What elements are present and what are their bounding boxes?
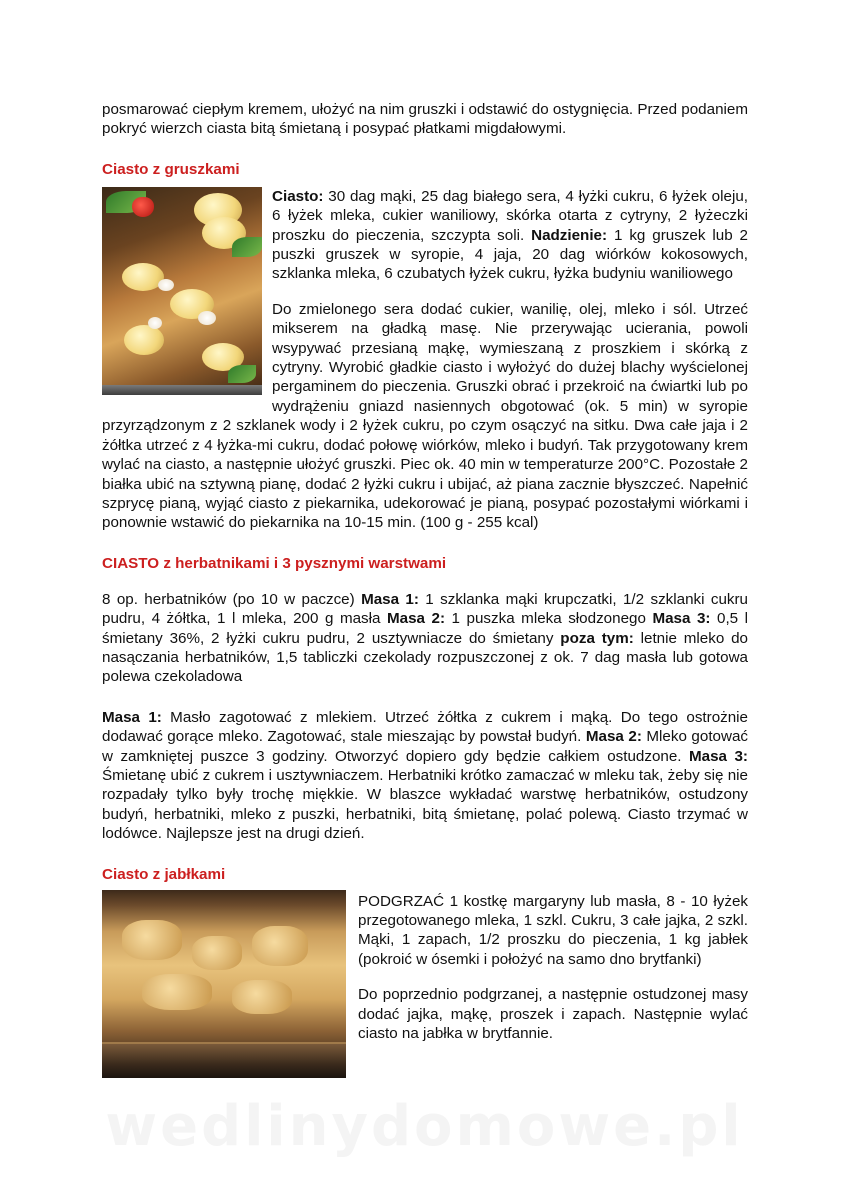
- nadzienie-ingredients: 1 kg gruszek lub 2 puszki gruszek w syropie, 4 jaja, 20 dag wiórków kokosowych, szklanka mleka, 6 czubatych łyżek cukru, łyżka budyniu waniliowego: [272, 226, 748, 283]
- label-masa3: Masa 3:: [652, 610, 711, 628]
- recipe1-method: Do zmielonego sera dodać cukier, wanilię, olej, mleko i sól. Utrzeć mikserem na gładką masę. Nie przerywając ucierania, powoli wsypywać przesianą mąkę, wymieszaną z proszkiem i skórką z cytryny. Wyrobić gładkie ciasto i wyłożyć do dużej blachy wyścielonej pergaminem do pieczenia. Gruszki obrać i przekroić na ćwiartki lub po wydrążeniu gniazd nasiennych obgotować (ok. 5 min) w syropie przyrządzonym z 2 szklanek wody i 2 łyżek cukru, po czym osączyć na sitku. Dwa całe jaja i 2 żółtka utrzeć z 4 łyżka-mi cukru, dodać połowę wiórków, mleko i budyń. Tak przygotowany krem wylać na ciasto, a następnie ułożyć gruszki. Piec ok. 40 min w temperaturze 200°C. Pozostałe 2 białka ubić na sztywną pianę, dodać 2 łyżki cukru i ubijać, aż piana zacznie błyszczeć. Napełnić szprycę pianą, wyjąć ciasto z piekarnika, udekorować je pianą, posypać pozostałymi wiórkami i ponownie wstawić do piekarnika na 10-15 min. (100 g - 255 kcal): [102, 300, 748, 532]
- recipe-title-biscuit-cake: CIASTO z herbatnikami i 3 pysznymi warstwami: [102, 554, 447, 572]
- poza-tym-ingredients: letnie mleko do nasączania herbatników, 1,5 tabliczki czekolady rozpuszczonej z ok. 7 dag masła lub gotowa polewa czekoladowa: [102, 629, 748, 686]
- label-masa2: Masa 2:: [387, 610, 446, 628]
- recipe3-ingredients: PODGRZAĆ 1 kostkę margaryny lub masła, 8 - 10 łyżek przegotowanego mleka, 1 szkl. Cukru, 3 całe jajka, 2 szkl. Mąki, 1 zapach, 1/2 proszku do pieczenia, 1 kg jabłek (pokroić w ósemki i położyć na samo dno brytfanki): [358, 892, 748, 968]
- method-label-masa3: Masa 3:: [689, 747, 748, 765]
- apple-cake-photo: [102, 890, 346, 1078]
- method-text-masa2: Mleko gotować w zamkniętej puszce 3 godziny. Otworzyć dopiero gdy będzie całkiem ostudzone.: [102, 728, 748, 765]
- watermark: wedlinydomowe.pl: [105, 1094, 744, 1159]
- masa1-ingredients: 1 szklanka mąki krupczatki, 1/2 szklanki cukru pudru, 4 żółtka, 1 l mleka, 200 g masła: [102, 590, 749, 628]
- recipe2-method: [102, 708, 748, 844]
- masa2-ingredients: 1 puszka mleka słodzonego: [445, 610, 653, 628]
- method-text-masa1: Masło zagotować z mlekiem. Utrzeć żółtka z cukrem i mąką. Do tego ostrożnie dodawać gorące mleko. Zagotować, stale mieszając by powstał budyń.: [102, 708, 749, 746]
- masa3-ingredients: 0,5 l śmietany 36%, 2 łyżki cukru pudru, 2 usztywniacze do śmietany: [102, 610, 749, 647]
- intro-paragraph: posmarować ciepłym kremem, ułożyć na nim gruszki i odstawić do ostygnięcia. Przed podaniem pokryć wierzch ciasta bitą śmietaną i posypać płatkami migdałowymi.: [102, 101, 748, 138]
- recipe-title-pear-cake: Ciasto z gruszkami: [102, 160, 240, 178]
- recipe-title-apple-cake: Ciasto z jabłkami: [102, 865, 226, 883]
- label-masa1: Masa 1:: [361, 590, 419, 608]
- label-poza-tym: poza tym:: [560, 629, 634, 647]
- ciasto-ingredients: 30 dag mąki, 25 dag białego sera, 4 łyżki cukru, 6 łyżek oleju, 6 łyżek mleka, cukier waniliowy, skórka otarta z cytryny, 2 łyżeczki proszku do pieczenia, szczypta soli.: [272, 187, 748, 244]
- method-label-masa2: Masa 2:: [585, 728, 642, 746]
- ing-intro: 8 op. herbatników (po 10 w paczce): [102, 590, 362, 608]
- method-label-masa1: Masa 1:: [102, 708, 162, 726]
- recipe2-ingredients: [102, 590, 748, 687]
- pear-cake-photo: [102, 187, 262, 395]
- label-nadzienie: Nadzienie:: [531, 226, 608, 244]
- document-page: [102, 100, 748, 1082]
- method-text-masa3: Śmietanę ubić z cukrem i usztywniaczem. Herbatniki krótko zamaczać w mleku tak, żeby się nie rozpadały tylko były trochę miękkie. W blaszce wykładać warstwę herbatników, ostudzony budyń, herbatniki, mleko z puszki, herbatniki, bitą śmietanę, polać polewą. Ciasto trzymać w lodówce. Najlepsze jest na drugi dzień.: [102, 766, 748, 843]
- label-ciasto: Ciasto:: [272, 187, 324, 205]
- recipe3-method: Do poprzednio podgrzanej, a następnie ostudzonej masy dodać jajka, mąkę, proszek i zapach. Następnie wylać ciasto na jabłka w brytfannie.: [358, 986, 748, 1043]
